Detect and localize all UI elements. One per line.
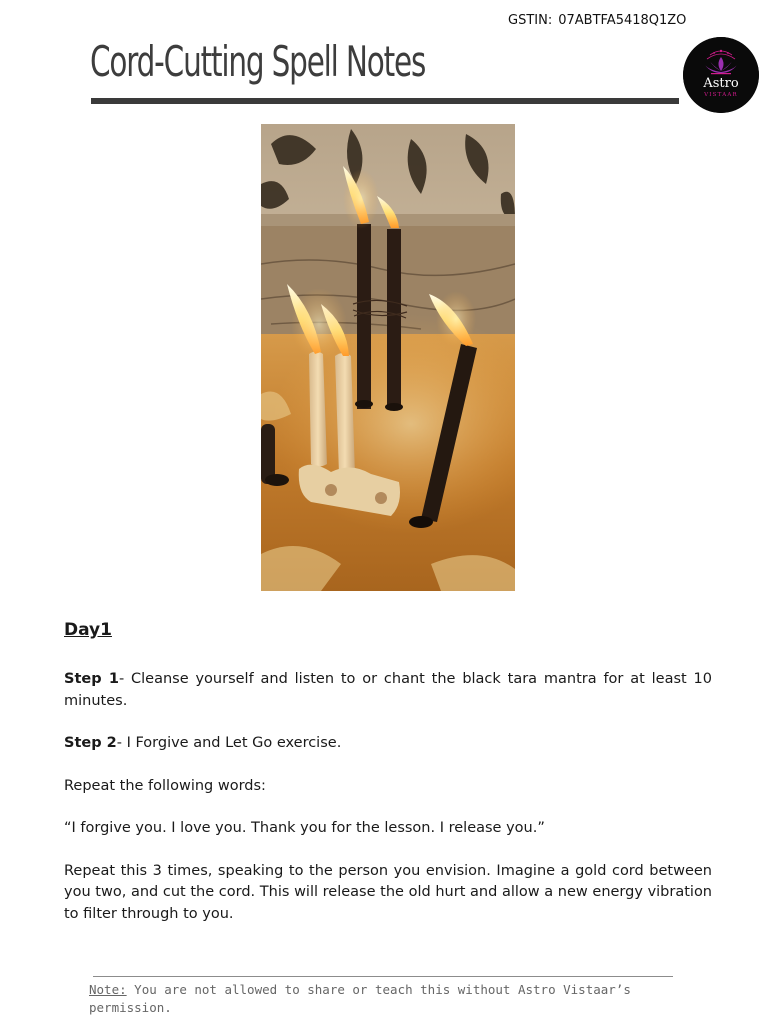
candles-image [261,124,515,591]
step-2-text: - I Forgive and Let Go exercise. [116,735,342,751]
note-text: You are not allowed to share or teach this without Astro Vistaar’s permission. [89,982,631,1015]
day-heading: Day1 [64,620,112,640]
gstin-label: GSTIN: [508,13,553,28]
step-1 [64,669,712,712]
gstin-value: 07ABTFA5418Q1ZO [558,13,687,28]
page-title: Cord-Cutting Spell Notes [90,37,426,86]
mantra-quote: “I forgive you. I love you. Thank you for the lesson. I release you.” [64,820,545,836]
repeat-intro: Repeat the following words: [64,777,266,794]
lotus-icon [683,37,759,113]
logo-wordmark: Astro [703,76,739,91]
note-label: Note: [89,982,127,997]
footer-note [89,981,649,1016]
title-underline [91,98,679,104]
repeat-instructions: Repeat this 3 times, speaking to the person you envision. Imagine a gold cord between you two, and cut the cord. This will release the old hurt and allow a new energy vibration to filter through to you. [64,862,712,922]
astro-vistaar-logo [683,37,759,113]
step-2 [64,733,712,755]
candles-photo [261,124,515,591]
step-1-label: Step 1 [64,671,119,687]
logo-subtitle: VISTAAR [704,92,738,98]
body-content [64,613,712,946]
step-1-text: - Cleanse yourself and listen to or chant the black tara mantra for at least 10 minutes. [64,671,712,709]
step-2-label: Step 2 [64,735,117,751]
footer-divider [93,976,673,977]
gstin-line [508,13,686,28]
